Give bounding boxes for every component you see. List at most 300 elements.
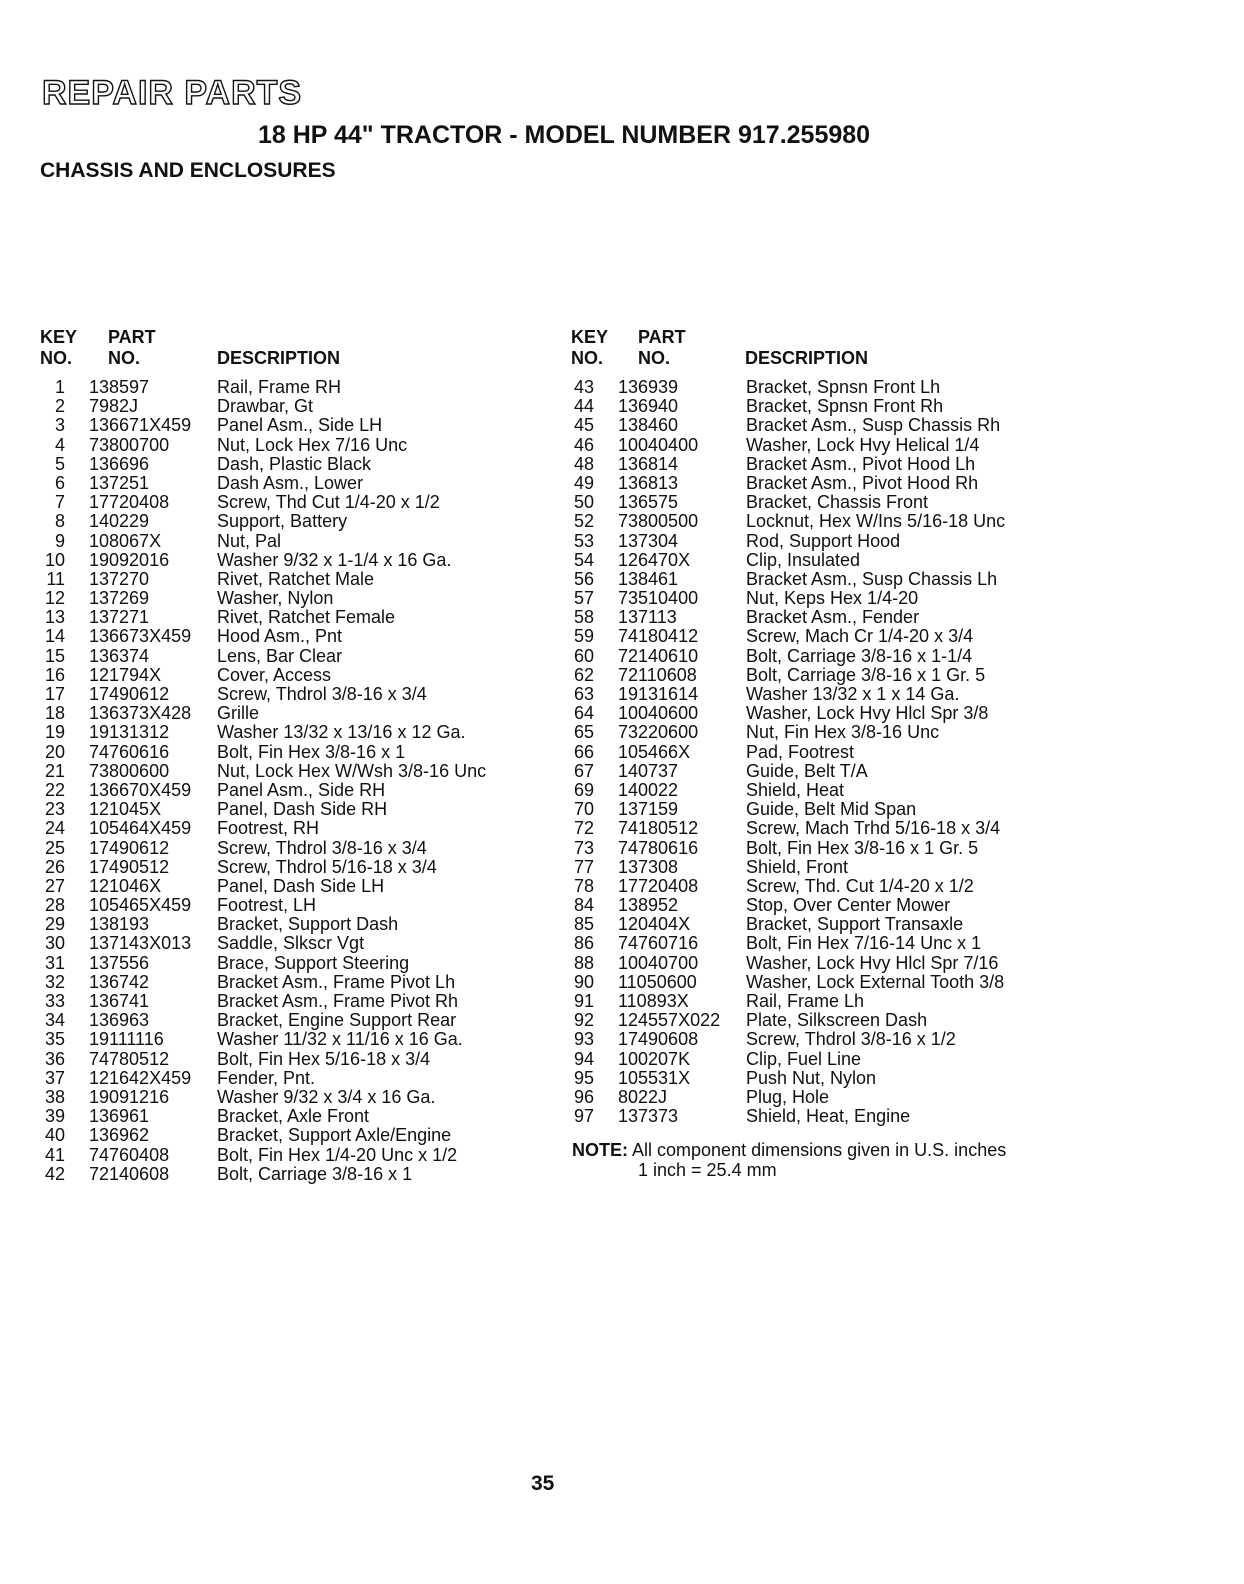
part-no: 136940 bbox=[618, 396, 679, 417]
part-description: Washer 9/32 x 3/4 x 16 Ga. bbox=[217, 1086, 436, 1107]
key-no: 2 bbox=[54, 396, 65, 417]
part-no: 108067X bbox=[89, 530, 162, 551]
table-row bbox=[39, 493, 549, 512]
part-no: 136939 bbox=[618, 377, 679, 397]
part-no: 17490612 bbox=[89, 684, 170, 704]
part-description: Washer 9/32 x 1-1/4 x 16 Ga. bbox=[217, 549, 452, 570]
part-no: 121642X459 bbox=[89, 1067, 192, 1088]
table-row bbox=[568, 589, 1068, 608]
key-no: 58 bbox=[573, 607, 594, 628]
part-description: Screw, Thd Cut 1/4-20 x 1/2 bbox=[217, 492, 440, 513]
part-no: 74780616 bbox=[618, 837, 699, 858]
part-description: Bolt, Carriage 3/8-16 x 1 Gr. 5 bbox=[746, 664, 986, 685]
part-description: Screw, Thdrol 3/8-16 x 3/4 bbox=[217, 684, 427, 704]
parts-table-right bbox=[568, 378, 1068, 1126]
part-no: 124557X022 bbox=[618, 1010, 721, 1031]
key-no: 52 bbox=[573, 511, 594, 532]
key-no: 72 bbox=[573, 818, 594, 839]
part-no: 138597 bbox=[89, 377, 150, 397]
table-row bbox=[39, 666, 549, 685]
part-description: Screw, Mach Cr 1/4-20 x 3/4 bbox=[746, 626, 974, 647]
table-row bbox=[39, 973, 549, 992]
part-no: 137251 bbox=[89, 472, 150, 493]
table-row bbox=[39, 1126, 549, 1145]
part-no: 72110608 bbox=[618, 664, 697, 685]
key-no: 65 bbox=[573, 722, 594, 743]
part-no: 121046X bbox=[89, 875, 162, 896]
part-no: 100207K bbox=[618, 1048, 691, 1069]
table-row bbox=[39, 877, 549, 896]
key-no: 26 bbox=[44, 856, 65, 877]
table-row bbox=[568, 877, 1068, 896]
part-description: Clip, Fuel Line bbox=[746, 1048, 862, 1069]
table-row bbox=[568, 1107, 1068, 1126]
part-no: 105464X459 bbox=[89, 818, 192, 839]
table-row bbox=[568, 915, 1068, 934]
part-no: 140229 bbox=[89, 511, 150, 532]
key-no: 19 bbox=[44, 722, 65, 743]
part-description: Bolt, Fin Hex 5/16-18 x 3/4 bbox=[217, 1048, 431, 1069]
table-row bbox=[39, 1069, 549, 1088]
table-row bbox=[568, 800, 1068, 819]
part-no: 136374 bbox=[89, 645, 150, 666]
key-no: 37 bbox=[44, 1067, 65, 1088]
part-description: Nut, Keps Hex 1/4-20 bbox=[746, 588, 919, 609]
table-row bbox=[568, 704, 1068, 723]
part-description: Screw, Thdrol 3/8-16 x 3/4 bbox=[217, 837, 427, 858]
key-no: 25 bbox=[44, 837, 65, 858]
key-no: 62 bbox=[573, 664, 594, 685]
part-no: 136696 bbox=[89, 453, 150, 474]
table-row bbox=[568, 1088, 1068, 1107]
part-description: Pad, Footrest bbox=[746, 741, 855, 762]
table-row bbox=[39, 436, 549, 455]
table-row bbox=[39, 781, 549, 800]
right-part-header: PART NO. bbox=[638, 327, 686, 368]
part-no: 17720408 bbox=[89, 492, 170, 513]
key-no: 13 bbox=[44, 607, 65, 628]
note-line1: All component dimensions given in U.S. inches bbox=[632, 1140, 1007, 1160]
table-row bbox=[39, 397, 549, 416]
part-no: 19111116 bbox=[89, 1029, 164, 1050]
key-no: 22 bbox=[44, 779, 65, 800]
part-no: 72140610 bbox=[618, 645, 699, 666]
key-no: 18 bbox=[44, 703, 65, 724]
key-no: 54 bbox=[573, 549, 594, 570]
key-no: 10 bbox=[44, 549, 65, 570]
part-description: Bracket Asm., Fender bbox=[746, 607, 920, 628]
key-no: 88 bbox=[573, 952, 594, 973]
table-row bbox=[568, 627, 1068, 646]
part-description: Nut, Fin Hex 3/8-16 Unc bbox=[746, 722, 940, 743]
key-no: 53 bbox=[573, 530, 594, 551]
key-no: 84 bbox=[573, 895, 594, 916]
table-row bbox=[39, 589, 549, 608]
key-no: 11 bbox=[46, 568, 65, 589]
key-no: 48 bbox=[573, 453, 594, 474]
part-no: 138193 bbox=[89, 914, 150, 935]
part-description: Bolt, Carriage 3/8-16 x 1 bbox=[217, 1163, 413, 1184]
key-no: 92 bbox=[573, 1010, 594, 1031]
page-title: REPAIR PARTS bbox=[42, 74, 303, 112]
part-description: Washer, Lock Hvy Helical 1/4 bbox=[746, 434, 980, 455]
part-no: 105465X459 bbox=[89, 895, 192, 916]
part-description: Bracket Asm., Frame Pivot Rh bbox=[217, 991, 459, 1011]
part-description: Lens, Bar Clear bbox=[217, 645, 343, 666]
table-row bbox=[39, 1011, 549, 1030]
part-no: 137143X013 bbox=[89, 933, 192, 954]
part-no: 137113 bbox=[618, 607, 677, 628]
table-row bbox=[568, 378, 1068, 397]
left-part-header: PART NO. bbox=[108, 327, 156, 368]
key-no: 5 bbox=[54, 453, 65, 474]
key-no: 3 bbox=[54, 415, 65, 436]
part-description: Clip, Insulated bbox=[746, 549, 861, 570]
part-description: Saddle, Slkscr Vgt bbox=[217, 933, 365, 954]
table-row bbox=[568, 416, 1068, 435]
part-description: Bracket, Support Dash bbox=[217, 914, 399, 935]
table-row bbox=[39, 992, 549, 1011]
key-no: 86 bbox=[573, 933, 594, 954]
part-no: 136373X428 bbox=[89, 703, 192, 724]
part-no: 73800700 bbox=[89, 434, 170, 455]
part-description: Guide, Belt T/A bbox=[746, 760, 868, 781]
parts-table-left bbox=[39, 378, 549, 1184]
part-description: Bracket, Spnsn Front Rh bbox=[746, 396, 944, 417]
part-description: Bolt, Fin Hex 7/16-14 Unc x 1 bbox=[746, 933, 982, 954]
part-no: 120404X bbox=[618, 914, 691, 935]
part-no: 136673X459 bbox=[89, 626, 192, 647]
part-description: Grille bbox=[217, 703, 260, 724]
left-key-header: KEY NO. bbox=[40, 327, 78, 368]
key-no: 28 bbox=[44, 895, 65, 916]
key-no: 49 bbox=[573, 472, 594, 493]
part-description: Bracket, Spnsn Front Lh bbox=[746, 377, 941, 397]
model-subtitle: 18 HP 44" TRACTOR - MODEL NUMBER 917.255980 bbox=[258, 121, 871, 149]
table-row bbox=[39, 1088, 549, 1107]
table-row bbox=[39, 819, 549, 838]
part-no: 17490608 bbox=[618, 1029, 699, 1050]
part-no: 137159 bbox=[618, 799, 679, 820]
part-description: Shield, Heat, Engine bbox=[746, 1106, 911, 1127]
table-row bbox=[568, 858, 1068, 877]
table-row bbox=[39, 532, 549, 551]
key-no: 29 bbox=[44, 914, 65, 935]
part-description: Bracket, Support Axle/Engine bbox=[217, 1125, 452, 1146]
part-description: Panel, Dash Side RH bbox=[217, 799, 388, 820]
part-no: 17720408 bbox=[618, 875, 699, 896]
part-no: 10040400 bbox=[618, 434, 699, 455]
part-no: 73800600 bbox=[89, 760, 170, 781]
table-row bbox=[568, 493, 1068, 512]
part-no: 137304 bbox=[618, 530, 679, 551]
part-description: Bolt, Carriage 3/8-16 x 1-1/4 bbox=[746, 645, 973, 666]
key-no: 9 bbox=[54, 530, 65, 551]
table-row bbox=[568, 762, 1068, 781]
part-description: Bracket, Axle Front bbox=[217, 1106, 370, 1127]
part-no: 74760408 bbox=[89, 1144, 170, 1165]
table-row bbox=[39, 1030, 549, 1049]
key-no: 36 bbox=[44, 1048, 65, 1069]
table-row bbox=[39, 416, 549, 435]
table-row bbox=[568, 954, 1068, 973]
key-no: 97 bbox=[573, 1106, 594, 1127]
part-no: 110893X bbox=[618, 991, 689, 1011]
key-no: 93 bbox=[573, 1029, 594, 1050]
part-no: 136671X459 bbox=[89, 415, 192, 436]
part-no: 19131614 bbox=[618, 684, 699, 704]
key-no: 21 bbox=[44, 760, 65, 781]
part-no: 136742 bbox=[89, 971, 150, 992]
key-no: 70 bbox=[573, 799, 594, 820]
key-no: 4 bbox=[54, 434, 65, 455]
part-description: Nut, Pal bbox=[217, 530, 282, 551]
table-row bbox=[568, 839, 1068, 858]
part-no: 138952 bbox=[618, 895, 679, 916]
table-row bbox=[39, 608, 549, 627]
key-no: 63 bbox=[573, 684, 594, 704]
table-row bbox=[568, 934, 1068, 953]
key-no: 41 bbox=[44, 1144, 65, 1165]
part-description: Rod, Support Hood bbox=[746, 530, 901, 551]
part-description: Footrest, LH bbox=[217, 895, 317, 916]
key-no: 46 bbox=[573, 434, 594, 455]
page-number: 35 bbox=[531, 1472, 555, 1495]
key-no: 50 bbox=[573, 492, 594, 513]
part-description: Shield, Heat bbox=[746, 779, 845, 800]
key-no: 57 bbox=[573, 588, 594, 609]
table-row bbox=[39, 934, 549, 953]
key-no: 85 bbox=[573, 914, 594, 935]
part-no: 105531X bbox=[618, 1067, 691, 1088]
part-description: Screw, Mach Trhd 5/16-18 x 3/4 bbox=[746, 818, 1001, 839]
table-row bbox=[568, 896, 1068, 915]
table-row bbox=[568, 512, 1068, 531]
part-description: Rivet, Ratchet Male bbox=[217, 568, 375, 589]
table-row bbox=[39, 1107, 549, 1126]
table-row bbox=[39, 551, 549, 570]
key-no: 6 bbox=[54, 472, 65, 493]
key-no: 56 bbox=[573, 568, 594, 589]
part-no: 121045X bbox=[89, 799, 162, 820]
table-row bbox=[568, 819, 1068, 838]
part-no: 73510400 bbox=[618, 588, 699, 609]
part-description: Plate, Silkscreen Dash bbox=[746, 1010, 928, 1031]
part-no: 136670X459 bbox=[89, 779, 192, 800]
table-row bbox=[568, 666, 1068, 685]
part-no: 72140608 bbox=[89, 1163, 170, 1184]
key-no: 43 bbox=[573, 377, 594, 397]
table-row bbox=[39, 954, 549, 973]
section-heading: CHASSIS AND ENCLOSURES bbox=[40, 159, 336, 182]
part-no: 137373 bbox=[618, 1106, 679, 1127]
key-no: 27 bbox=[44, 875, 65, 896]
table-row bbox=[39, 1165, 549, 1184]
part-description: Bracket, Support Transaxle bbox=[746, 914, 964, 935]
table-row bbox=[568, 1011, 1068, 1030]
part-no: 105466X bbox=[618, 741, 691, 762]
table-row bbox=[568, 570, 1068, 589]
key-no: 59 bbox=[573, 626, 594, 647]
key-no: 12 bbox=[44, 588, 65, 609]
key-no: 39 bbox=[44, 1106, 65, 1127]
part-description: Washer, Nylon bbox=[217, 588, 334, 609]
part-description: Screw, Thdrol 3/8-16 x 1/2 bbox=[746, 1029, 956, 1050]
part-description: Fender, Pnt. bbox=[217, 1067, 316, 1088]
key-no: 8 bbox=[54, 511, 65, 532]
key-no: 69 bbox=[573, 779, 594, 800]
key-no: 67 bbox=[573, 760, 594, 781]
table-row bbox=[39, 704, 549, 723]
part-description: Cover, Access bbox=[217, 664, 332, 685]
table-row bbox=[39, 1050, 549, 1069]
table-row bbox=[568, 551, 1068, 570]
key-no: 38 bbox=[44, 1086, 65, 1107]
part-no: 10040600 bbox=[618, 703, 699, 724]
part-no: 17490512 bbox=[89, 856, 170, 877]
key-no: 44 bbox=[573, 396, 594, 417]
part-description: Nut, Lock Hex W/Wsh 3/8-16 Unc bbox=[217, 760, 487, 781]
part-no: 136963 bbox=[89, 1010, 150, 1031]
part-no: 136741 bbox=[89, 991, 150, 1011]
key-no: 45 bbox=[573, 415, 594, 436]
part-no: 136961 bbox=[89, 1106, 150, 1127]
part-no: 7982J bbox=[89, 396, 139, 417]
part-no: 19091216 bbox=[89, 1086, 170, 1107]
key-no: 32 bbox=[44, 971, 65, 992]
part-no: 136962 bbox=[89, 1125, 150, 1146]
key-no: 42 bbox=[44, 1163, 65, 1184]
part-no: 19131312 bbox=[89, 722, 170, 743]
part-no: 8022J bbox=[618, 1086, 668, 1107]
key-no: 73 bbox=[573, 837, 594, 858]
part-no: 136813 bbox=[618, 472, 679, 493]
key-no: 77 bbox=[573, 856, 594, 877]
part-no: 138460 bbox=[618, 415, 679, 436]
table-row bbox=[568, 397, 1068, 416]
key-no: 20 bbox=[44, 741, 65, 762]
part-no: 17490612 bbox=[89, 837, 170, 858]
left-description-header: DESCRIPTION bbox=[217, 348, 341, 368]
part-description: Washer 13/32 x 1 x 14 Ga. bbox=[746, 684, 960, 704]
table-row bbox=[39, 474, 549, 493]
part-description: Guide, Belt Mid Span bbox=[746, 799, 917, 820]
table-row bbox=[39, 378, 549, 397]
part-description: Rail, Frame Lh bbox=[746, 991, 865, 1011]
part-description: Stop, Over Center Mower bbox=[746, 895, 951, 916]
part-description: Washer 11/32 x 11/16 x 16 Ga. bbox=[217, 1029, 463, 1050]
part-description: Locknut, Hex W/Ins 5/16-18 Unc bbox=[746, 511, 1006, 532]
table-row bbox=[568, 1050, 1068, 1069]
part-no: 74760716 bbox=[618, 933, 699, 954]
table-row bbox=[39, 915, 549, 934]
part-description: Dash, Plastic Black bbox=[217, 453, 372, 474]
table-row bbox=[568, 723, 1068, 742]
note-label: NOTE: bbox=[572, 1140, 628, 1160]
part-description: Rail, Frame RH bbox=[217, 377, 342, 397]
table-row bbox=[39, 896, 549, 915]
key-no: 7 bbox=[54, 492, 65, 513]
part-description: Washer, Lock External Tooth 3/8 bbox=[746, 971, 1005, 992]
part-description: Bolt, Fin Hex 3/8-16 x 1 Gr. 5 bbox=[746, 837, 979, 858]
part-no: 137308 bbox=[618, 856, 679, 877]
key-no: 24 bbox=[44, 818, 65, 839]
key-no: 14 bbox=[44, 626, 65, 647]
part-description: Rivet, Ratchet Female bbox=[217, 607, 396, 628]
note bbox=[572, 1141, 1006, 1180]
part-description: Bracket Asm., Frame Pivot Lh bbox=[217, 971, 456, 992]
table-row bbox=[39, 512, 549, 531]
key-no: 35 bbox=[44, 1029, 65, 1050]
part-description: Bolt, Fin Hex 1/4-20 Unc x 1/2 bbox=[217, 1144, 458, 1165]
table-row bbox=[568, 647, 1068, 666]
part-no: 121794X bbox=[89, 664, 162, 685]
key-no: 91 bbox=[573, 991, 594, 1011]
part-no: 137270 bbox=[89, 568, 150, 589]
key-no: 96 bbox=[573, 1086, 594, 1107]
part-no: 19092016 bbox=[89, 549, 170, 570]
key-no: 34 bbox=[44, 1010, 65, 1031]
part-no: 74180412 bbox=[618, 626, 699, 647]
part-description: Bracket Asm., Pivot Hood Lh bbox=[746, 453, 976, 474]
table-row bbox=[568, 992, 1068, 1011]
key-no: 60 bbox=[573, 645, 594, 666]
part-description: Shield, Front bbox=[746, 856, 849, 877]
key-no: 23 bbox=[44, 799, 65, 820]
part-no: 11050600 bbox=[618, 971, 697, 992]
part-no: 137556 bbox=[89, 952, 150, 973]
part-description: Footrest, RH bbox=[217, 818, 320, 839]
right-key-header: KEY NO. bbox=[571, 327, 609, 368]
part-description: Bolt, Fin Hex 3/8-16 x 1 bbox=[217, 741, 406, 762]
part-description: Washer, Lock Hvy Hlcl Spr 7/16 bbox=[746, 952, 999, 973]
table-row bbox=[568, 436, 1068, 455]
part-no: 137271 bbox=[89, 607, 150, 628]
table-row bbox=[568, 1069, 1068, 1088]
part-description: Screw, Thdrol 5/16-18 x 3/4 bbox=[217, 856, 437, 877]
table-row bbox=[568, 608, 1068, 627]
table-row bbox=[39, 570, 549, 589]
part-no: 136575 bbox=[618, 492, 679, 513]
note-line2: 1 inch = 25.4 mm bbox=[638, 1159, 777, 1180]
table-row bbox=[39, 839, 549, 858]
part-description: Drawbar, Gt bbox=[217, 396, 314, 417]
part-description: Bracket Asm., Pivot Hood Rh bbox=[746, 472, 979, 493]
part-description: Washer 13/32 x 13/16 x 12 Ga. bbox=[217, 722, 466, 743]
part-description: Bracket, Chassis Front bbox=[746, 492, 929, 513]
table-row bbox=[39, 455, 549, 474]
part-description: Push Nut, Nylon bbox=[746, 1067, 877, 1088]
table-row bbox=[39, 685, 549, 704]
part-no: 137269 bbox=[89, 588, 150, 609]
part-description: Support, Battery bbox=[217, 511, 348, 532]
table-row bbox=[39, 1146, 549, 1165]
part-no: 126470X bbox=[618, 549, 691, 570]
table-row bbox=[568, 455, 1068, 474]
key-no: 94 bbox=[573, 1048, 594, 1069]
table-row bbox=[39, 800, 549, 819]
key-no: 33 bbox=[44, 991, 65, 1011]
key-no: 30 bbox=[44, 933, 65, 954]
table-row bbox=[39, 627, 549, 646]
part-no: 10040700 bbox=[618, 952, 699, 973]
key-no: 40 bbox=[44, 1125, 65, 1146]
part-no: 74180512 bbox=[618, 818, 699, 839]
key-no: 78 bbox=[573, 875, 594, 896]
table-row bbox=[568, 973, 1068, 992]
part-description: Screw, Thd. Cut 1/4-20 x 1/2 bbox=[746, 875, 974, 896]
table-row bbox=[568, 685, 1068, 704]
